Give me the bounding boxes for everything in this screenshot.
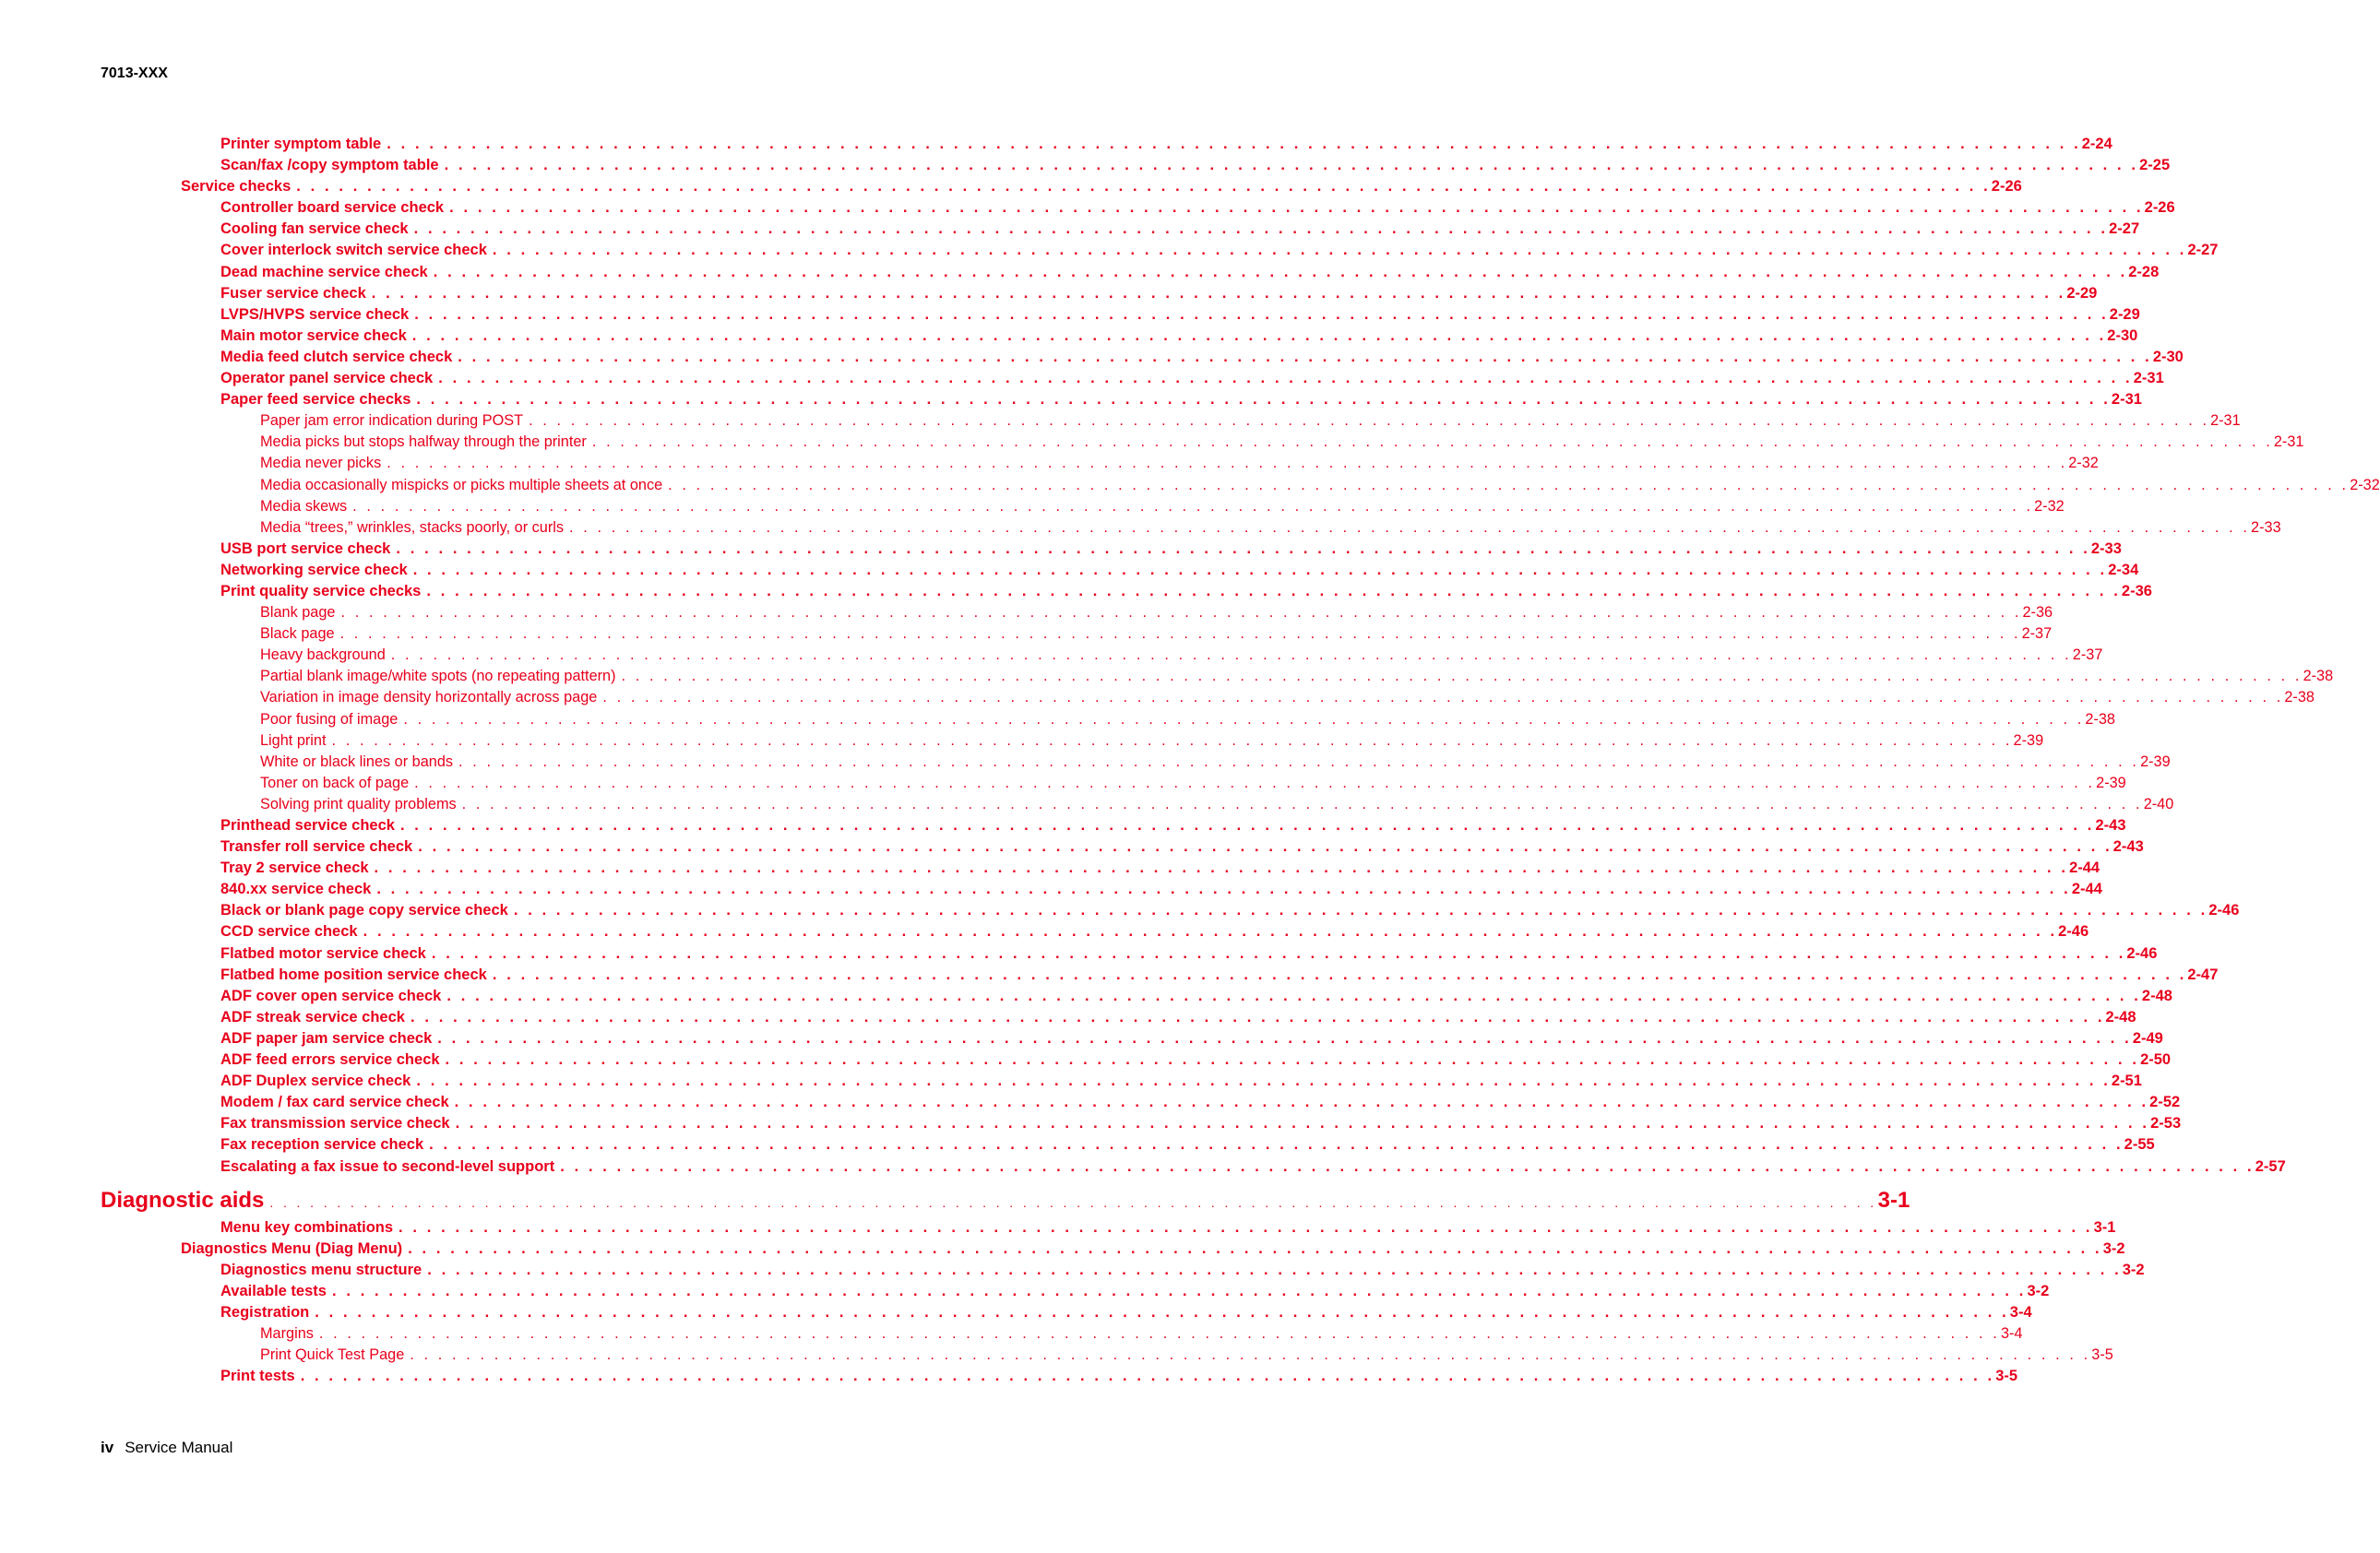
toc-entry-page: 2-32 <box>2350 476 2380 493</box>
toc-entry[interactable] <box>0 666 2334 687</box>
toc-entry[interactable] <box>0 453 2099 474</box>
toc-dot-leader: . . . . . . . . . . . . . . . . . . . . . . . . . . . . . . . . . . . . . . . . . . . . . . . . . . . . . . . . . . . . . . . . . . . . . . . . . . . . . . . . . . . . . . . . . . . . . . . . . . . . . . . . . . . . . . . . . . . . . . . . <box>410 1008 2105 1025</box>
toc-entry[interactable] <box>0 176 2022 197</box>
toc-entry-label: Fax transmission service check <box>220 1115 450 1132</box>
toc-entry-label: Flatbed home position service check <box>220 966 487 983</box>
toc-entry[interactable] <box>0 326 2138 347</box>
toc-dot-leader: . . . . . . . . . . . . . . . . . . . . . . . . . . . . . . . . . . . . . . . . . . . . . . . . . . . . . . . . . . . . . . . . . . . . . . . . . . . . . . . . . . . . . . . . . . . . . . . . . . . . . . . . . . . . . . . . . . . . . . . . <box>458 753 2140 770</box>
toc-entry-page: 2-50 <box>2140 1051 2172 1069</box>
toc-entry-page: 2-37 <box>2072 646 2103 664</box>
toc-dot-leader: . . . . . . . . . . . . . . . . . . . . . . . . . . . . . . . . . . . . . . . . . . . . . . . . . . . . . . . . . . . . . . . . . . . . . . . . . . . . . . . . . . . . . . . . . . . . . . . . . . . . . . . . . . . . . . . . . . . . . . . . <box>529 412 2210 430</box>
toc-entry-label: ADF cover open service check <box>220 987 442 1004</box>
toc-dot-leader: . . . . . . . . . . . . . . . . . . . . . . . . . . . . . . . . . . . . . . . . . . . . . . . . . . . . . . . . . . . . . . . . . . . . . . . . . . . . . . . . . . . . . . . . . . . . . . . . . . . . . . . . . . . . . . . . . . . . . . . . <box>387 136 2081 152</box>
toc-entry[interactable] <box>0 134 2112 155</box>
toc-entry[interactable] <box>0 155 2171 176</box>
toc-entry[interactable] <box>0 347 2184 368</box>
toc-dot-leader: . . . . . . . . . . . . . . . . . . . . . . . . . . . . . . . . . . . . . . . . . . . . . . . . . . . . . . . . . . . . . . . . . . . . . . . . . . . . . . . . . . . . . . . . . . . . . . . . . . . . . . . . . . . . . . . . . . . . . . . . <box>376 881 2071 898</box>
toc-dot-leader: . . . . . . . . . . . . . . . . . . . . . . . . . . . . . . . . . . . . . . . . . . . . . . . . . . . . . . . . . . . . . . . . . . . . . . . . . . . . . . . . . . . . . . . . . . . . . . . . . . . . . . . . . . . . . . . . . . . . . . . . <box>390 646 2072 664</box>
toc-dot-leader: . . . . . . . . . . . . . . . . . . . . . . . . . . . . . . . . . . . . . . . . . . . . . . . . . . . . . . . . . . . . . . . . . . . . . . . . . . . . . . . . . . . . . . . . . . . . . . . . . . . . . . . . . . . . . . . . . . . . . . . . <box>416 391 2111 409</box>
toc-entry-label: Operator panel service check <box>220 370 434 387</box>
toc-entry[interactable] <box>0 794 2174 815</box>
toc-entry[interactable] <box>0 1049 2172 1071</box>
toc-entry[interactable] <box>0 1007 2136 1028</box>
toc-entry-page: 2-48 <box>2105 1008 2136 1025</box>
toc-dot-leader: . . . . . . . . . . . . . . . . . . . . . . . . . . . . . . . . . . . . . . . . . . . . . . . . . . . . . . . . . . . . . . . . . . . . . . . . . . . . . . . . . . . . . . . . . . . . . . . . . . . . . . . . . . . . . . . . . . . . . . . . <box>668 476 2350 493</box>
toc-entry[interactable] <box>0 304 2140 326</box>
toc-entry-label: Cover interlock switch service check <box>220 242 487 259</box>
toc-dot-leader: . . . . . . . . . . . . . . . . . . . . . . . . . . . . . . . . . . . . . . . . . . . . . . . . . . . . . . . . . . . . . . . . . . . . . . . . . . . . . . . . . . . . . . . . . . . . . . . . . . . . . . . . . . . . . . . . . . . . . . . . <box>560 1157 2255 1175</box>
toc-entry-label: USB port service check <box>220 539 391 557</box>
toc-entry-page: 3-2 <box>2122 1261 2145 1278</box>
toc-dot-leader: . . . . . . . . . . . . . . . . . . . . . . . . . . . . . . . . . . . . . . . . . . . . . . . . . . . . . . . . . . . . . . . . . . . . . . . . . . . . . . . . . . . . . . . . . . . . . . . . . . . . . . . . . . . . . . . . . . . . . . . . <box>396 539 2090 557</box>
toc-entry-page: 2-39 <box>2096 774 2126 791</box>
toc-entry-page: 2-39 <box>2140 753 2171 770</box>
toc-entry-page: 2-31 <box>2111 391 2142 409</box>
toc-chapter-entry[interactable] <box>0 1180 1910 1221</box>
toc-dot-leader: . . . . . . . . . . . . . . . . . . . . . . . . . . . . . . . . . . . . . . . . . . . . . . . . . . . . . . . . . . . . . . . . . . . . . . . . . . . . . . . . . . . . . . . . . . . . . . . . . . . . . . . . . . . . . . . . . . . . . . . . <box>399 817 2095 834</box>
toc-entry-label: Printer symptom table <box>220 136 382 152</box>
toc-entry[interactable] <box>0 1028 2163 1049</box>
toc-entry-page: 2-31 <box>2273 433 2304 451</box>
toc-entry[interactable] <box>0 752 2171 773</box>
toc-entry[interactable] <box>0 475 2380 496</box>
toc-entry-label: Black page <box>260 625 335 643</box>
toc-dot-leader: . . . . . . . . . . . . . . . . . . . . . . . . . . . . . . . . . . . . . . . . . . . . . . . . . . . . . . . . . . . . . . . . . . . . . . . . . . . . . . . . . . . . . . . . . . . . . . . . . . . . . . . . . . . . . . . . . . . . . . . . <box>591 433 2273 451</box>
toc-dot-leader: . . . . . . . . . . . . . . . . . . . . . . . . . . . . . . . . . . . . . . . . . . . . . . . . . . . . . . . . . . . . . . . . . . . . . . . . . . . . . . . . . . . . . . . . . . . . . . . . . . . . . . . . . . . . . . . . . . . . . . . . <box>455 1115 2150 1132</box>
toc-entry[interactable] <box>0 1156 2286 1178</box>
toc-entry-page: 2-31 <box>2133 370 2164 387</box>
toc-entry-page: 2-25 <box>2139 157 2171 174</box>
toc-entry-page: 3-5 <box>2091 1346 2113 1364</box>
toc-entry[interactable] <box>0 900 2240 921</box>
toc-entry[interactable] <box>0 1217 2116 1239</box>
toc-entry[interactable] <box>0 1260 2145 1281</box>
toc-entry[interactable] <box>0 560 2139 581</box>
toc-entry-page: 2-44 <box>2071 881 2102 898</box>
toc-entry-page: 2-52 <box>2149 1094 2181 1111</box>
toc-entry[interactable] <box>0 368 2164 389</box>
toc-entry-label: Transfer roll service check <box>220 838 413 856</box>
toc-entry-page: 2-46 <box>2208 902 2240 919</box>
toc-dot-leader: . . . . . . . . . . . . . . . . . . . . . . . . . . . . . . . . . . . . . . . . . . . . . . . . . . . . . . . . . . . . . . . . . . . . . . . . . . . . . . . . . . . . . . . . . . . . . . . . . . . . . . . . . . . . . . . . . . . . . . . . <box>387 455 2068 472</box>
toc-entry-label: Variation in image density horizontally across page <box>260 689 598 706</box>
toc-entry-label: Diagnostics Menu (Diag Menu) <box>181 1239 403 1257</box>
toc-entry-label: Diagnostics menu structure <box>220 1261 422 1278</box>
toc-entry-page: 2-29 <box>2109 305 2140 323</box>
toc-dot-leader: . . . . . . . . . . . . . . . . . . . . . . . . . . . . . . . . . . . . . . . . . . . . . . . . . . . . . . . . . . . . . . . . . . . . . . . . . . . . . . . . . . . . . . . . . . . . . . . . . . . . . . . . . . . . . . . . . . . . . . . . <box>403 710 2085 728</box>
toc-entry-label: ADF Duplex service check <box>220 1073 411 1090</box>
toc-entry-label: Partial blank image/white spots (no repeating pattern) <box>260 668 616 685</box>
toc-entry-label: CCD service check <box>220 923 358 941</box>
toc-entry-page: 2-33 <box>2251 518 2281 536</box>
toc-entry-page: 3-1 <box>2093 1218 2116 1236</box>
toc-entry-page: 2-38 <box>2303 668 2334 685</box>
toc-entry-page: 2-28 <box>2128 263 2160 280</box>
toc-entry-page: 3-1 <box>1877 1187 1910 1213</box>
toc-entry-page: 2-38 <box>2085 710 2115 728</box>
toc-entry-page: 3-2 <box>2102 1239 2125 1257</box>
toc-entry-label: Media picks but stops halfway through the printer <box>260 433 587 451</box>
toc-entry[interactable] <box>0 1281 2050 1302</box>
toc-dot-leader: . . . . . . . . . . . . . . . . . . . . . . . . . . . . . . . . . . . . . . . . . . . . . . . . . . . . . . . . . . . . . . . . . . . . . . . . . . . . . . . . . . . . . . . . . . . . . . . . . . . . . . . . . . . . . . . . . . . . . . . . <box>449 199 2144 217</box>
toc-entry-label: ADF feed errors service check <box>220 1051 440 1069</box>
toc-dot-leader: . . . . . . . . . . . . . . . . . . . . . . . . . . . . . . . . . . . . . . . . . . . . . . . . . . . . . . . . . . . . . . . . . . . . . . . . . . . . . . . . . . . . . . . . . . . . . . . . . . . . . . . . . . . . . . . . . . . . . . . . <box>411 326 2107 344</box>
toc-entry-label: Available tests <box>220 1282 327 1299</box>
toc-entry[interactable] <box>0 1302 2032 1323</box>
toc-dot-leader: . . . . . . . . . . . . . . . . . . . . . . . . . . . . . . . . . . . . . . . . . . . . . . . . . . . . . . . . . . . . . . . . . . . . . . . . . . . . . . . . . . . . . . . . . . . . . . . . . . . . . . . . . . . . . . . . . . . . . . . . <box>416 1073 2111 1090</box>
toc-dot-leader: . . . . . . . . . . . . . . . . . . . . . . . . . . . . . . . . . . . . . . . . . . . . . . . . . . . . . . . . . . . . . . . . . . . . . . . . . . . . . . . . . . . . . . . . . . . . . . . . . . . . . . . . . . . . . . . . . . . . . . . . <box>438 370 2133 387</box>
toc-entry-label: Paper jam error indication during POST <box>260 412 524 430</box>
toc-dot-leader: . . . . . . . . . . . . . . . . . . . . . . . . . . . . . . . . . . . . . . . . . . . . . . . . . . . . . . . . . . . . . . . . . . . . . . . . . . . . . . . . . . . . . . . . . . . . . . . . . . . . . . . . . . . . . . . . . . . . . . . . <box>458 348 2152 365</box>
toc-entry-page: 2-57 <box>2255 1157 2286 1175</box>
toc-entry-label: Print tests <box>220 1368 295 1385</box>
toc-dot-leader: . . . . . . . . . . . . . . . . . . . . . . . . . . . . . . . . . . . . . . . . . . . . . . . . . . . . . . . . . . . . . . . . . . . . . . . . . . . . . . . . . . . . . . . . . . . . . . . . . . . . . . . . . . . . . . . . . . . . . . . . <box>414 774 2096 791</box>
toc-entry-label: Media “trees,” wrinkles, stacks poorly, or curls <box>260 518 565 536</box>
toc-entry-page: 2-39 <box>2013 731 2044 749</box>
toc-entry[interactable] <box>0 432 2304 453</box>
toc-entry-page: 2-36 <box>2022 604 2053 622</box>
toc-dot-leader: . . . . . . . . . . . . . . . . . . . . . . . . . . . . . . . . . . . . . . . . . . . . . . . . . . . . . . . . . . . . . . . . . . . . . . . . . . . . . . . . . . . . . . . . . . . . . . . . . . . . . . . . . . . . . . . . . . . . . . . . <box>492 966 2187 983</box>
toc-entry[interactable] <box>0 410 2241 432</box>
toc-dot-leader: . . . . . . . . . . . . . . . . . . . . . . . . . . . . . . . . . . . . . . . . . . . . . . . . . . . . . . . . . . . . . . . . . . . . . . . . . . . . . . . . . . . . . . . . . . . . . . . . . . . . . . . . . . . . . . . . . . . . . . . . <box>569 518 2251 536</box>
toc-entry[interactable] <box>0 687 2315 708</box>
toc-entry[interactable] <box>0 496 2065 517</box>
toc-entry[interactable] <box>0 709 2115 730</box>
toc-entry[interactable] <box>0 965 2219 986</box>
toc-entry-page: 2-24 <box>2081 136 2112 152</box>
toc-entry-page: 3-4 <box>2000 1325 2023 1343</box>
toc-entry-label: Media feed clutch service check <box>220 348 453 365</box>
toc-entry-label: Solving print quality problems <box>260 795 457 812</box>
toc-entry-page: 2-53 <box>2150 1115 2182 1132</box>
toc-entry-label: Print Quick Test Page <box>260 1346 405 1364</box>
document-id: 7013-XXX <box>101 65 168 81</box>
toc-entry[interactable] <box>0 1345 2113 1366</box>
toc-entry-label: Poor fusing of image <box>260 710 399 728</box>
toc-dot-leader: . . . . . . . . . . . . . . . . . . . . . . . . . . . . . . . . . . . . . . . . . . . . . . . . . . . . . . . . . . . . . . . . . . . . . . . . . . . . . . . . . . . . . . . . . . . . . . . . . . . . . . . . . . . . . . . . . . . . . . . . <box>444 157 2139 174</box>
toc-entry[interactable] <box>0 921 2089 942</box>
toc-entry[interactable] <box>0 1366 2018 1387</box>
toc-dot-leader: . . . . . . . . . . . . . . . . . . . . . . . . . . . . . . . . . . . . . . . . . . . . . . . . . . . . . . . . . . . . . . . . . . . . . . . . . . . . . . . . . . . . . . . . . . . . . . . . . . . . . . . . . . . . . . . . . . . . . . . . <box>399 1218 2093 1236</box>
toc-entry-label: Main motor service check <box>220 326 407 344</box>
toc-entry-page: 2-49 <box>2132 1029 2163 1047</box>
toc-dot-leader: . . . . . . . . . . . . . . . . . . . . . . . . . . . . . . . . . . . . . . . . . . . . . . . . . . . . . . . . . . . . . . . . . . . . . . . . . . . . . . . . . . . . . . . . . . . . . . . . . . . . . . . . . . . . . . . . . . . . . . . . <box>513 902 2208 919</box>
toc-entry[interactable] <box>0 240 2219 261</box>
toc-entry-page: 2-48 <box>2141 987 2172 1004</box>
toc-entry[interactable] <box>0 283 2098 304</box>
toc-entry[interactable] <box>0 730 2044 752</box>
toc-entry-page: 2-31 <box>2210 412 2241 430</box>
toc-dot-leader: . . . . . . . . . . . . . . . . . . . . . . . . . . . . . . . . . . . . . . . . . . . . . . . . . . . . . . . . . . . . . . . . . . . . . . . . . . . . . . . . . . . . . . . . . . . . . . . . . . . . . . . . . . . . . . . . . . . . . . . . <box>340 604 2022 622</box>
toc-entry[interactable] <box>0 262 2160 283</box>
toc-entry-label: Blank page <box>260 604 336 622</box>
toc-entry[interactable] <box>0 879 2102 900</box>
toc-entry-label: Networking service check <box>220 561 408 578</box>
toc-entry-page: 2-43 <box>2095 817 2126 834</box>
table-of-contents <box>0 134 2380 1387</box>
toc-dot-leader: . . . . . . . . . . . . . . . . . . . . . . . . . . . . . . . . . . . . . . . . . . . . . . . . . . . . . . . . . . . . . . . . . . . . . . . . . . . . . . . . . . . . . . . . . . . . . . . . . . . . . . . . . . . . . . . . . . . . . . . . <box>318 1325 2000 1343</box>
toc-entry-page: 2-36 <box>2121 582 2152 599</box>
toc-entry-page: 3-4 <box>2009 1303 2032 1321</box>
toc-entry-page: 2-33 <box>2090 539 2122 557</box>
toc-entry-page: 2-47 <box>2187 966 2219 983</box>
toc-entry-label: Menu key combinations <box>220 1218 394 1236</box>
toc-entry-label: Escalating a fax issue to second-level support <box>220 1157 555 1175</box>
toc-dot-leader: . . . . . . . . . . . . . . . . . . . . . . . . . . . . . . . . . . . . . . . . . . . . . . . . . . . . . . . . . . . . . . . . . . . . . . . . . . . . . . . . . . . . . . . . . . . . . . . . . . . . . . . . . . . . . . . . . . . . . . . . <box>331 1282 2027 1299</box>
toc-entry-label: Fuser service check <box>220 284 366 302</box>
toc-dot-leader: . . . . . . . . . . . . . . . . . . . . . . . . . . . . . . . . . . . . . . . . . . . . . . . . . . . . . . . . . . . . . . . . . . . . . . . . . . . . . . . . . . . . . . . . . . . . . . . . . . . . . . . . . . . . . . . . . . . . . . . . <box>413 220 2109 238</box>
toc-entry-label: Print quality service checks <box>220 582 422 599</box>
toc-dot-leader: . . . . . . . . . . . . . . . . . . . . . . . . . . . . . . . . . . . . . . . . . . . . . . . . . . . . . . . . . . . . . . . . . . . . . . . . . . . . . . . . . . . . . . . . . . . . . . . . . . . . . . . . . . . . . . . . . . . . . . . . <box>431 944 2126 962</box>
toc-entry[interactable] <box>0 1113 2182 1134</box>
toc-entry-page: 2-46 <box>2058 923 2089 941</box>
toc-entry[interactable] <box>0 773 2126 794</box>
toc-entry-page: 2-51 <box>2111 1073 2142 1090</box>
toc-entry-label: 840.xx service check <box>220 881 372 898</box>
toc-entry-page: 3-5 <box>1995 1368 2018 1385</box>
toc-entry[interactable] <box>0 943 2158 965</box>
toc-entry-label: Scan/fax /copy symptom table <box>220 157 439 174</box>
page-number: iv <box>101 1439 114 1456</box>
toc-entry[interactable] <box>0 645 2103 666</box>
toc-entry-label: Media occasionally mispicks or picks multiple sheets at once <box>260 476 663 493</box>
toc-entry[interactable] <box>0 1323 2023 1345</box>
toc-entry[interactable] <box>0 539 2122 560</box>
toc-dot-leader: . . . . . . . . . . . . . . . . . . . . . . . . . . . . . . . . . . . . . . . . . . . . . . . . . . . . . . . . . . . . . . . . . . . . . . . . . . . . . . . . . . . . . . . . . . . . . . . . . . . . . . . . . . . . . . . . . . . . . . . . <box>269 1194 1877 1210</box>
toc-entry-label: White or black lines or bands <box>260 753 454 770</box>
toc-dot-leader: . . . . . . . . . . . . . . . . . . . . . . . . . . . . . . . . . . . . . . . . . . . . . . . . . . . . . . . . . . . . . . . . . . . . . . . . . . . . . . . . . . . . . . . . . . . . . . . . . . . . . . . . . . . . . . . . . . . . . . . . <box>363 923 2058 941</box>
toc-dot-leader: . . . . . . . . . . . . . . . . . . . . . . . . . . . . . . . . . . . . . . . . . . . . . . . . . . . . . . . . . . . . . . . . . . . . . . . . . . . . . . . . . . . . . . . . . . . . . . . . . . . . . . . . . . . . . . . . . . . . . . . . <box>418 838 2112 856</box>
toc-entry-page: 2-32 <box>2068 455 2099 472</box>
toc-entry-page: 2-37 <box>2021 625 2053 643</box>
toc-entry[interactable] <box>0 389 2142 410</box>
toc-entry[interactable] <box>0 815 2126 836</box>
toc-entry-page: 2-30 <box>2107 326 2138 344</box>
toc-dot-leader: . . . . . . . . . . . . . . . . . . . . . . . . . . . . . . . . . . . . . . . . . . . . . . . . . . . . . . . . . . . . . . . . . . . . . . . . . . . . . . . . . . . . . . . . . . . . . . . . . . . . . . . . . . . . . . . . . . . . . . . . <box>339 625 2021 643</box>
toc-entry-page: 2-32 <box>2034 497 2065 515</box>
toc-entry[interactable] <box>0 602 2053 623</box>
toc-dot-leader: . . . . . . . . . . . . . . . . . . . . . . . . . . . . . . . . . . . . . . . . . . . . . . . . . . . . . . . . . . . . . . . . . . . . . . . . . . . . . . . . . . . . . . . . . . . . . . . . . . . . . . . . . . . . . . . . . . . . . . . . <box>414 305 2109 323</box>
toc-entry[interactable] <box>0 1071 2142 1092</box>
toc-entry-page: 2-27 <box>2109 220 2140 238</box>
toc-dot-leader: . . . . . . . . . . . . . . . . . . . . . . . . . . . . . . . . . . . . . . . . . . . . . . . . . . . . . . . . . . . . . . . . . . . . . . . . . . . . . . . . . . . . . . . . . . . . . . . . . . . . . . . . . . . . . . . . . . . . . . . . <box>461 795 2143 812</box>
toc-entry-page: 2-29 <box>2066 284 2098 302</box>
toc-entry[interactable] <box>0 986 2172 1007</box>
toc-entry[interactable] <box>0 197 2175 219</box>
toc-entry-page: 2-55 <box>2124 1136 2155 1154</box>
toc-entry-label: Controller board service check <box>220 199 445 217</box>
toc-entry-label: Flatbed motor service check <box>220 944 426 962</box>
toc-entry-label: Light print <box>260 731 327 749</box>
toc-dot-leader: . . . . . . . . . . . . . . . . . . . . . . . . . . . . . . . . . . . . . . . . . . . . . . . . . . . . . . . . . . . . . . . . . . . . . . . . . . . . . . . . . . . . . . . . . . . . . . . . . . . . . . . . . . . . . . . . . . . . . . . . <box>446 987 2141 1004</box>
toc-entry-label: Diagnostic aids <box>101 1187 265 1213</box>
page-footer <box>101 1439 232 1457</box>
toc-entry-label: Media skews <box>260 497 348 515</box>
manual-title: Service Manual <box>125 1439 233 1456</box>
toc-dot-leader: . . . . . . . . . . . . . . . . . . . . . . . . . . . . . . . . . . . . . . . . . . . . . . . . . . . . . . . . . . . . . . . . . . . . . . . . . . . . . . . . . . . . . . . . . . . . . . . . . . . . . . . . . . . . . . . . . . . . . . . . <box>374 859 2069 877</box>
toc-entry-label: LVPS/HVPS service check <box>220 305 410 323</box>
toc-entry-label: Black or blank page copy service check <box>220 902 508 919</box>
toc-entry-label: Fax reception service check <box>220 1136 424 1154</box>
toc-entry-page: 2-40 <box>2143 795 2174 812</box>
toc-entry-page: 2-27 <box>2187 242 2219 259</box>
toc-entry[interactable] <box>0 1134 2155 1156</box>
toc-dot-leader: . . . . . . . . . . . . . . . . . . . . . . . . . . . . . . . . . . . . . . . . . . . . . . . . . . . . . . . . . . . . . . . . . . . . . . . . . . . . . . . . . . . . . . . . . . . . . . . . . . . . . . . . . . . . . . . . . . . . . . . . <box>454 1094 2149 1111</box>
toc-dot-leader: . . . . . . . . . . . . . . . . . . . . . . . . . . . . . . . . . . . . . . . . . . . . . . . . . . . . . . . . . . . . . . . . . . . . . . . . . . . . . . . . . . . . . . . . . . . . . . . . . . . . . . . . . . . . . . . . . . . . . . . . <box>412 561 2108 578</box>
toc-dot-leader: . . . . . . . . . . . . . . . . . . . . . . . . . . . . . . . . . . . . . . . . . . . . . . . . . . . . . . . . . . . . . . . . . . . . . . . . . . . . . . . . . . . . . . . . . . . . . . . . . . . . . . . . . . . . . . . . . . . . . . . . <box>352 497 2034 515</box>
toc-entry-label: ADF paper jam service check <box>220 1029 433 1047</box>
toc-dot-leader: . . . . . . . . . . . . . . . . . . . . . . . . . . . . . . . . . . . . . . . . . . . . . . . . . . . . . . . . . . . . . . . . . . . . . . . . . . . . . . . . . . . . . . . . . . . . . . . . . . . . . . . . . . . . . . . . . . . . . . . . <box>331 731 2013 749</box>
toc-dot-leader: . . . . . . . . . . . . . . . . . . . . . . . . . . . . . . . . . . . . . . . . . . . . . . . . . . . . . . . . . . . . . . . . . . . . . . . . . . . . . . . . . . . . . . . . . . . . . . . . . . . . . . . . . . . . . . . . . . . . . . . . <box>427 1261 2122 1278</box>
toc-entry-label: Tray 2 service check <box>220 859 369 877</box>
toc-entry[interactable] <box>0 623 2053 645</box>
toc-entry-label: Paper feed service checks <box>220 391 411 409</box>
toc-dot-leader: . . . . . . . . . . . . . . . . . . . . . . . . . . . . . . . . . . . . . . . . . . . . . . . . . . . . . . . . . . . . . . . . . . . . . . . . . . . . . . . . . . . . . . . . . . . . . . . . . . . . . . . . . . . . . . . . . . . . . . . . <box>300 1368 1995 1385</box>
toc-dot-leader: . . . . . . . . . . . . . . . . . . . . . . . . . . . . . . . . . . . . . . . . . . . . . . . . . . . . . . . . . . . . . . . . . . . . . . . . . . . . . . . . . . . . . . . . . . . . . . . . . . . . . . . . . . . . . . . . . . . . . . . . <box>433 263 2128 280</box>
toc-entry-label: ADF streak service check <box>220 1008 405 1025</box>
toc-entry-label: Toner on back of page <box>260 774 410 791</box>
toc-dot-leader: . . . . . . . . . . . . . . . . . . . . . . . . . . . . . . . . . . . . . . . . . . . . . . . . . . . . . . . . . . . . . . . . . . . . . . . . . . . . . . . . . . . . . . . . . . . . . . . . . . . . . . . . . . . . . . . . . . . . . . . . <box>437 1029 2132 1047</box>
toc-entry[interactable] <box>0 836 2144 858</box>
toc-entry-page: 2-26 <box>1991 178 2022 196</box>
toc-entry-label: Registration <box>220 1303 310 1321</box>
toc-dot-leader: . . . . . . . . . . . . . . . . . . . . . . . . . . . . . . . . . . . . . . . . . . . . . . . . . . . . . . . . . . . . . . . . . . . . . . . . . . . . . . . . . . . . . . . . . . . . . . . . . . . . . . . . . . . . . . . . . . . . . . . . <box>445 1051 2140 1069</box>
toc-entry-label: Dead machine service check <box>220 263 428 280</box>
toc-dot-leader: . . . . . . . . . . . . . . . . . . . . . . . . . . . . . . . . . . . . . . . . . . . . . . . . . . . . . . . . . . . . . . . . . . . . . . . . . . . . . . . . . . . . . . . . . . . . . . . . . . . . . . . . . . . . . . . . . . . . . . . . <box>426 582 2121 599</box>
toc-entry-page: 2-34 <box>2108 561 2139 578</box>
toc-entry[interactable] <box>0 858 2100 879</box>
toc-entry[interactable] <box>0 219 2140 240</box>
toc-entry-page: 2-38 <box>2284 689 2315 706</box>
toc-entry-page: 2-44 <box>2069 859 2100 877</box>
toc-entry-page: 3-2 <box>2027 1282 2050 1299</box>
toc-entry-label: Margins <box>260 1325 314 1343</box>
toc-dot-leader: . . . . . . . . . . . . . . . . . . . . . . . . . . . . . . . . . . . . . . . . . . . . . . . . . . . . . . . . . . . . . . . . . . . . . . . . . . . . . . . . . . . . . . . . . . . . . . . . . . . . . . . . . . . . . . . . . . . . . . . . <box>621 668 2303 685</box>
toc-entry-page: 2-43 <box>2112 838 2144 856</box>
toc-entry-label: Cooling fan service check <box>220 220 409 238</box>
toc-entry[interactable] <box>0 1239 2125 1260</box>
toc-entry[interactable] <box>0 581 2152 602</box>
toc-entry-page: 2-30 <box>2152 348 2184 365</box>
toc-entry-label: Modem / fax card service check <box>220 1094 449 1111</box>
toc-dot-leader: . . . . . . . . . . . . . . . . . . . . . . . . . . . . . . . . . . . . . . . . . . . . . . . . . . . . . . . . . . . . . . . . . . . . . . . . . . . . . . . . . . . . . . . . . . . . . . . . . . . . . . . . . . . . . . . . . . . . . . . . <box>602 689 2284 706</box>
toc-dot-leader: . . . . . . . . . . . . . . . . . . . . . . . . . . . . . . . . . . . . . . . . . . . . . . . . . . . . . . . . . . . . . . . . . . . . . . . . . . . . . . . . . . . . . . . . . . . . . . . . . . . . . . . . . . . . . . . . . . . . . . . . <box>371 284 2066 302</box>
toc-dot-leader: . . . . . . . . . . . . . . . . . . . . . . . . . . . . . . . . . . . . . . . . . . . . . . . . . . . . . . . . . . . . . . . . . . . . . . . . . . . . . . . . . . . . . . . . . . . . . . . . . . . . . . . . . . . . . . . . . . . . . . . . <box>410 1346 2091 1364</box>
toc-entry-label: Media never picks <box>260 455 382 472</box>
toc-dot-leader: . . . . . . . . . . . . . . . . . . . . . . . . . . . . . . . . . . . . . . . . . . . . . . . . . . . . . . . . . . . . . . . . . . . . . . . . . . . . . . . . . . . . . . . . . . . . . . . . . . . . . . . . . . . . . . . . . . . . . . . . <box>408 1239 2102 1257</box>
toc-entry-label: Service checks <box>181 178 292 196</box>
toc-dot-leader: . . . . . . . . . . . . . . . . . . . . . . . . . . . . . . . . . . . . . . . . . . . . . . . . . . . . . . . . . . . . . . . . . . . . . . . . . . . . . . . . . . . . . . . . . . . . . . . . . . . . . . . . . . . . . . . . . . . . . . . . <box>296 178 1991 196</box>
toc-entry-page: 2-46 <box>2126 944 2158 962</box>
toc-entry[interactable] <box>0 1092 2181 1113</box>
toc-dot-leader: . . . . . . . . . . . . . . . . . . . . . . . . . . . . . . . . . . . . . . . . . . . . . . . . . . . . . . . . . . . . . . . . . . . . . . . . . . . . . . . . . . . . . . . . . . . . . . . . . . . . . . . . . . . . . . . . . . . . . . . . <box>429 1136 2124 1154</box>
toc-entry-page: 2-26 <box>2144 199 2175 217</box>
toc-entry-label: Heavy background <box>260 646 386 664</box>
toc-entry-label: Printhead service check <box>220 817 395 834</box>
toc-dot-leader: . . . . . . . . . . . . . . . . . . . . . . . . . . . . . . . . . . . . . . . . . . . . . . . . . . . . . . . . . . . . . . . . . . . . . . . . . . . . . . . . . . . . . . . . . . . . . . . . . . . . . . . . . . . . . . . . . . . . . . . . <box>315 1303 2009 1321</box>
toc-dot-leader: . . . . . . . . . . . . . . . . . . . . . . . . . . . . . . . . . . . . . . . . . . . . . . . . . . . . . . . . . . . . . . . . . . . . . . . . . . . . . . . . . . . . . . . . . . . . . . . . . . . . . . . . . . . . . . . . . . . . . . . . <box>492 242 2187 259</box>
toc-entry[interactable] <box>0 517 2281 539</box>
